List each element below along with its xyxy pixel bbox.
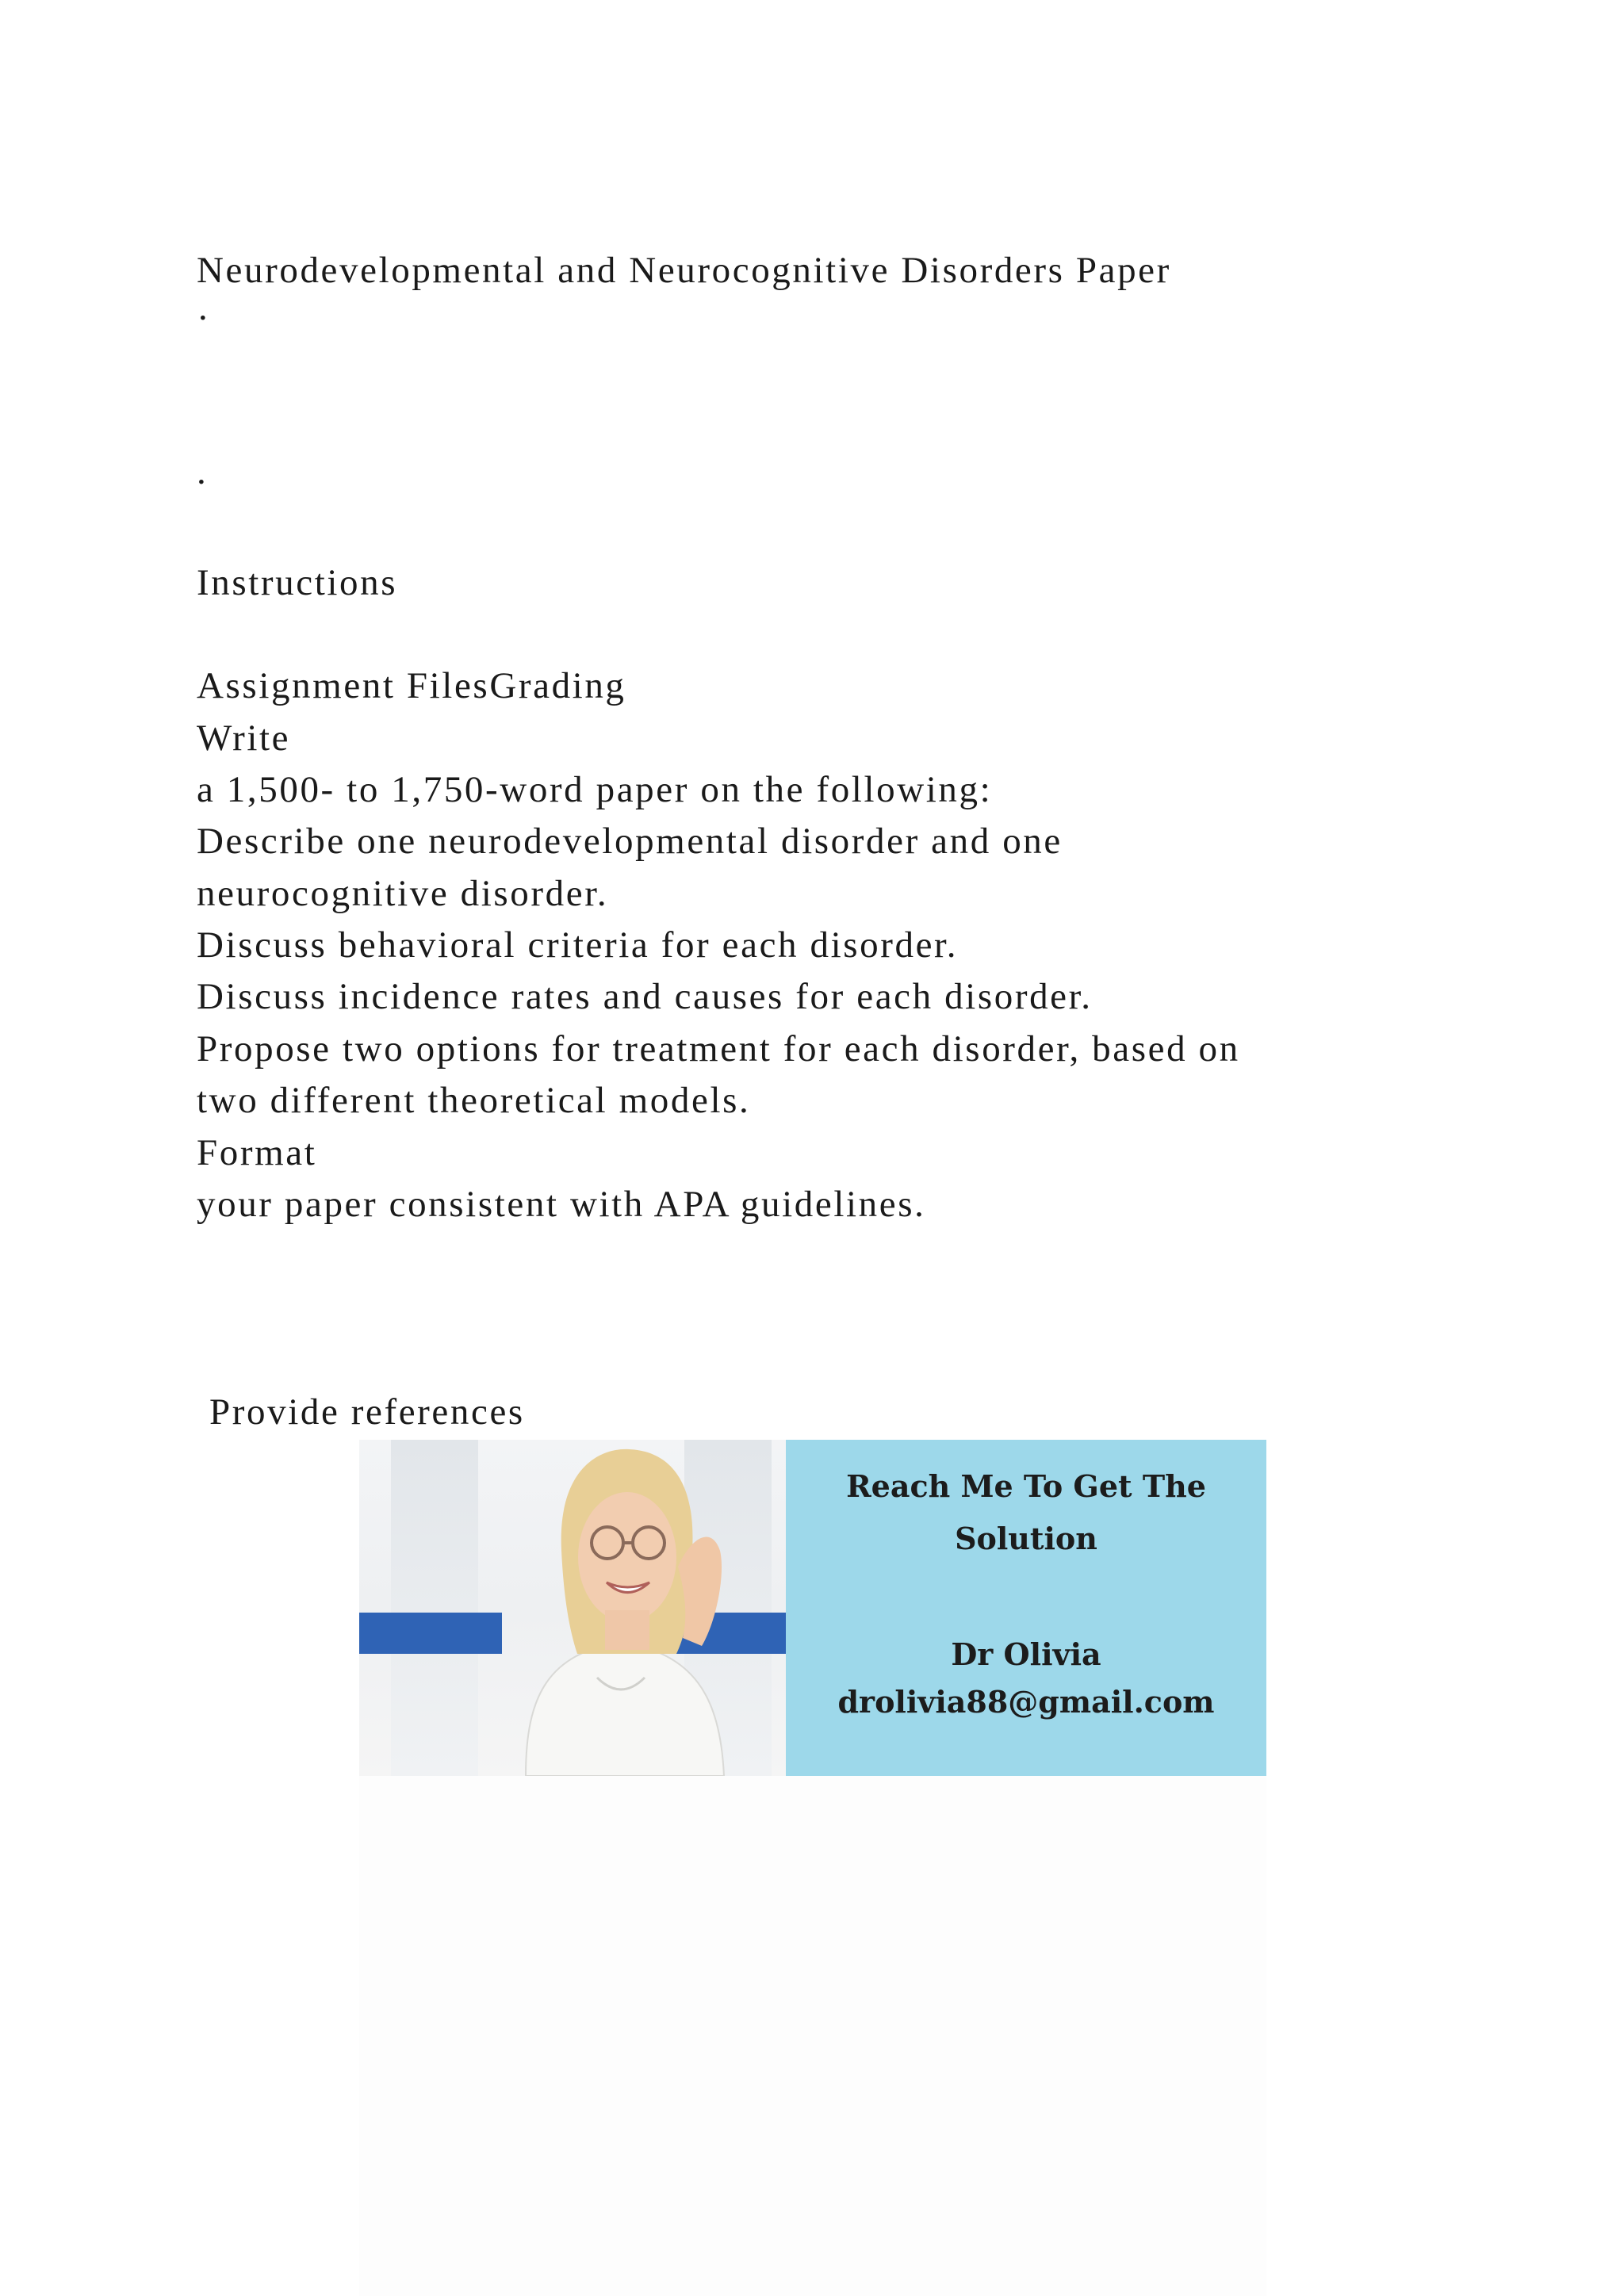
dot-separator: · — [197, 297, 212, 339]
contact-name: Dr Olivia — [951, 1636, 1101, 1672]
body-line: Write — [197, 718, 291, 759]
body-line: Discuss incidence rates and causes for each disorder. — [197, 976, 1093, 1017]
banner-cta-line: Reach Me To Get The — [846, 1468, 1206, 1504]
body-line: Propose two options for treatment for each disorder, based on — [197, 1028, 1240, 1070]
body-line: neurocognitive disorder. — [197, 873, 609, 914]
blank-image-area — [359, 1776, 1266, 2296]
body-line: Describe one neurodevelopmental disorder and one — [197, 821, 1063, 862]
dot-separator: . — [197, 451, 209, 492]
body-line: two different theoretical models. — [197, 1080, 751, 1121]
references-line: Provide references — [209, 1391, 525, 1433]
body-line: Discuss behavioral criteria for each disorder. — [197, 924, 959, 966]
woman-portrait-image — [494, 1440, 748, 1776]
banner-cta-line: Solution — [955, 1521, 1097, 1556]
body-line: your paper consistent with APA guidelines. — [197, 1184, 926, 1225]
document-title: Neurodevelopmental and Neurocognitive Disorders Paper — [197, 250, 1171, 291]
contact-info-panel — [786, 1440, 1266, 1776]
assignment-tabs-line: Assignment FilesGrading — [197, 665, 626, 706]
background-blue-bar — [359, 1613, 502, 1654]
instructions-heading: Instructions — [197, 562, 398, 603]
body-line: a 1,500- to 1,750-word paper on the following: — [197, 769, 993, 810]
contact-email: drolivia88@gmail.com — [837, 1684, 1215, 1720]
body-line: Format — [197, 1132, 317, 1173]
banner-photo — [359, 1440, 786, 1776]
background-window — [391, 1440, 478, 1776]
contact-banner — [359, 1440, 1266, 1776]
